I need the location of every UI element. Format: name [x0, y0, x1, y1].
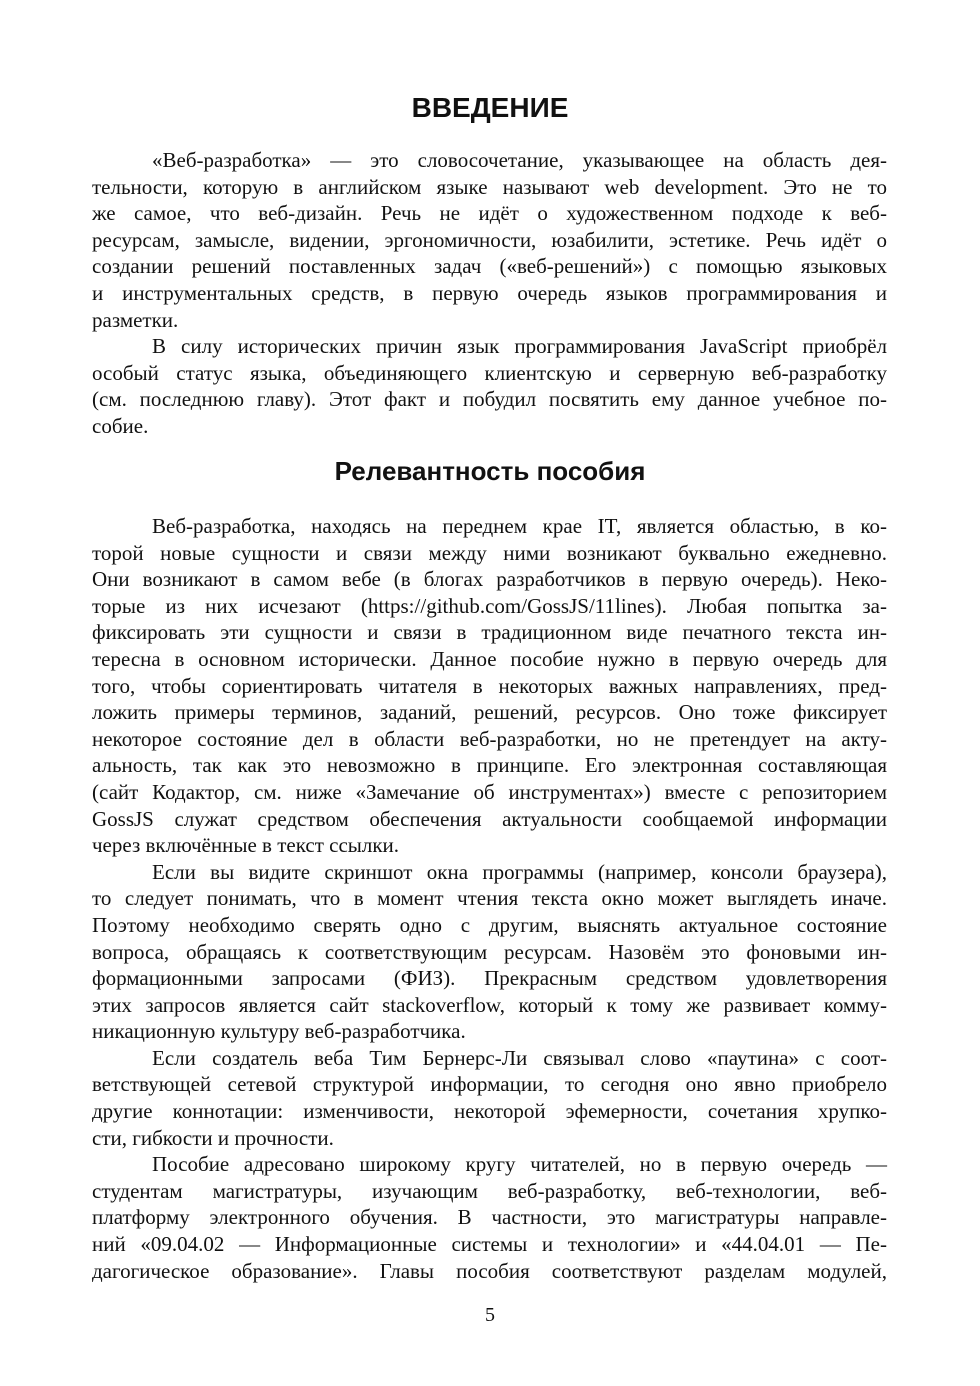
paragraph: [92, 859, 887, 1045]
text-line: Они возникают в самом вебе (в блогах разработчиков в первую очередь). Неко-: [92, 567, 887, 592]
text-line: (см. последнюю главу). Этот факт и побудил посвятить ему данное учебное по-: [92, 387, 887, 412]
text-line: ний «09.04.02 — Информационные системы и технологии» и «44.04.01 — Пе-: [92, 1232, 887, 1257]
text-line: вопроса, обращаясь к соответствующим ресурсам. Назовём это фоновыми ин-: [92, 939, 887, 964]
text-line: фиксировать эти сущности и связи в традиционном виде печатного текста ин-: [92, 620, 887, 645]
text-line: тересна в основном исторически. Данное пособие нужно в первую очередь для: [92, 646, 887, 671]
text-line: особый статус языка, объединяющего клиентскую и серверную веб-разработку: [92, 360, 887, 385]
text-line: ресурсам, замысле, видении, эргономичности, юзабилити, эстетике. Речь идёт о: [92, 227, 887, 252]
paragraph: [92, 513, 887, 859]
text-line: GossJS служат средством обеспечения актуальности сообщаемой информации: [92, 806, 887, 831]
text-line: собие.: [92, 413, 149, 438]
text-line: то следует понимать, что в момент чтения текста окно может выглядеть иначе.: [92, 886, 887, 911]
section-body-relevance: [92, 513, 887, 1284]
paragraph: [92, 1151, 887, 1284]
text-line: альность, так как это невозможно в принципе. Его электронная составляющая: [92, 753, 887, 778]
text-line: сти, гибкости и прочности.: [92, 1125, 334, 1150]
text-line: создании решений поставленных задач («веб-решений») с помощью языковых: [92, 254, 887, 279]
text-line: ветствующей сетевой структурой информации, то сегодня оно явно приобрело: [92, 1072, 887, 1097]
page-number: 5: [485, 1304, 495, 1326]
text-line: ложить примеры терминов, заданий, решений, ресурсов. Оно тоже фиксирует: [92, 700, 887, 725]
text-line: дагогическое образование». Главы пособия соответствуют разделам модулей,: [92, 1258, 887, 1283]
text-line: Если вы видите скриншот окна программы (например, консоли браузера),: [152, 859, 887, 884]
text-line: торой новые сущности и связи между ними возникают буквально ежедневно.: [92, 540, 887, 565]
text-line: и инструментальных средств, в первую очередь языков программирования и: [92, 280, 887, 305]
text-line: этих запросов является сайт stackoverflow, который к тому же развивает комму-: [92, 992, 887, 1017]
text-line: (сайт Кодактор, см. ниже «Замечание об инструментах») вместе с репозиторием: [92, 779, 887, 804]
text-line: через включённые в текст ссылки.: [92, 833, 400, 858]
text-line: никационную культуру веб-разработчика.: [92, 1019, 466, 1044]
text-line: тельности, которую в английском языке называют web development. Это не то: [92, 174, 887, 199]
text-line: платформу электронного обучения. В частности, это магистратуры направле-: [92, 1205, 887, 1230]
text-line: того, чтобы сориентировать читателя в некоторых важных направлениях, пред-: [92, 673, 887, 698]
section-heading-relevance: Релевантность пособия: [334, 456, 646, 486]
text-line: Поэтому необходимо сверять одно с другим, выяснять актуальное состояние: [92, 912, 887, 937]
text-line: В силу исторических причин язык программирования JavaScript приобрёл: [152, 334, 887, 359]
text-line: же самое, что веб-дизайн. Речь не идёт о художественном подходе к веб-: [92, 201, 887, 226]
section-heading-introduction: ВВЕДЕНИЕ: [411, 92, 569, 123]
text-line: «Веб-разработка» — это словосочетание, указывающее на область дея-: [152, 148, 887, 172]
text-line: студентам магистратуры, изучающим веб-разработку, веб-технологии, веб-: [92, 1178, 887, 1203]
text-line: другие коннотации: изменчивости, некоторой эфемерности, сочетания хрупко-: [92, 1099, 887, 1124]
text-line: формационными запросами (ФИЗ). Прекрасным средством удовлетворения: [92, 966, 887, 991]
text-line: Веб-разработка, находясь на переднем крае IT, является областью, в ко-: [152, 514, 887, 538]
section-body-introduction: [92, 147, 887, 440]
text-line: разметки.: [92, 307, 179, 332]
paragraph: [92, 1045, 887, 1151]
text-line: некоторое состояние дел в области веб-разработки, но не претендует на акту-: [92, 726, 887, 751]
text-line: Пособие адресовано широкому кругу читателей, но в первую очередь —: [152, 1152, 887, 1177]
text-line: торые из них исчезают (https://github.com/GossJS/11lines). Любая попытка за-: [92, 593, 887, 618]
text-line: Если создатель веба Тим Бернерс-Ли связывал слово «паутина» с соот-: [152, 1045, 887, 1070]
paragraph: [92, 333, 887, 439]
paragraph: [92, 147, 887, 333]
